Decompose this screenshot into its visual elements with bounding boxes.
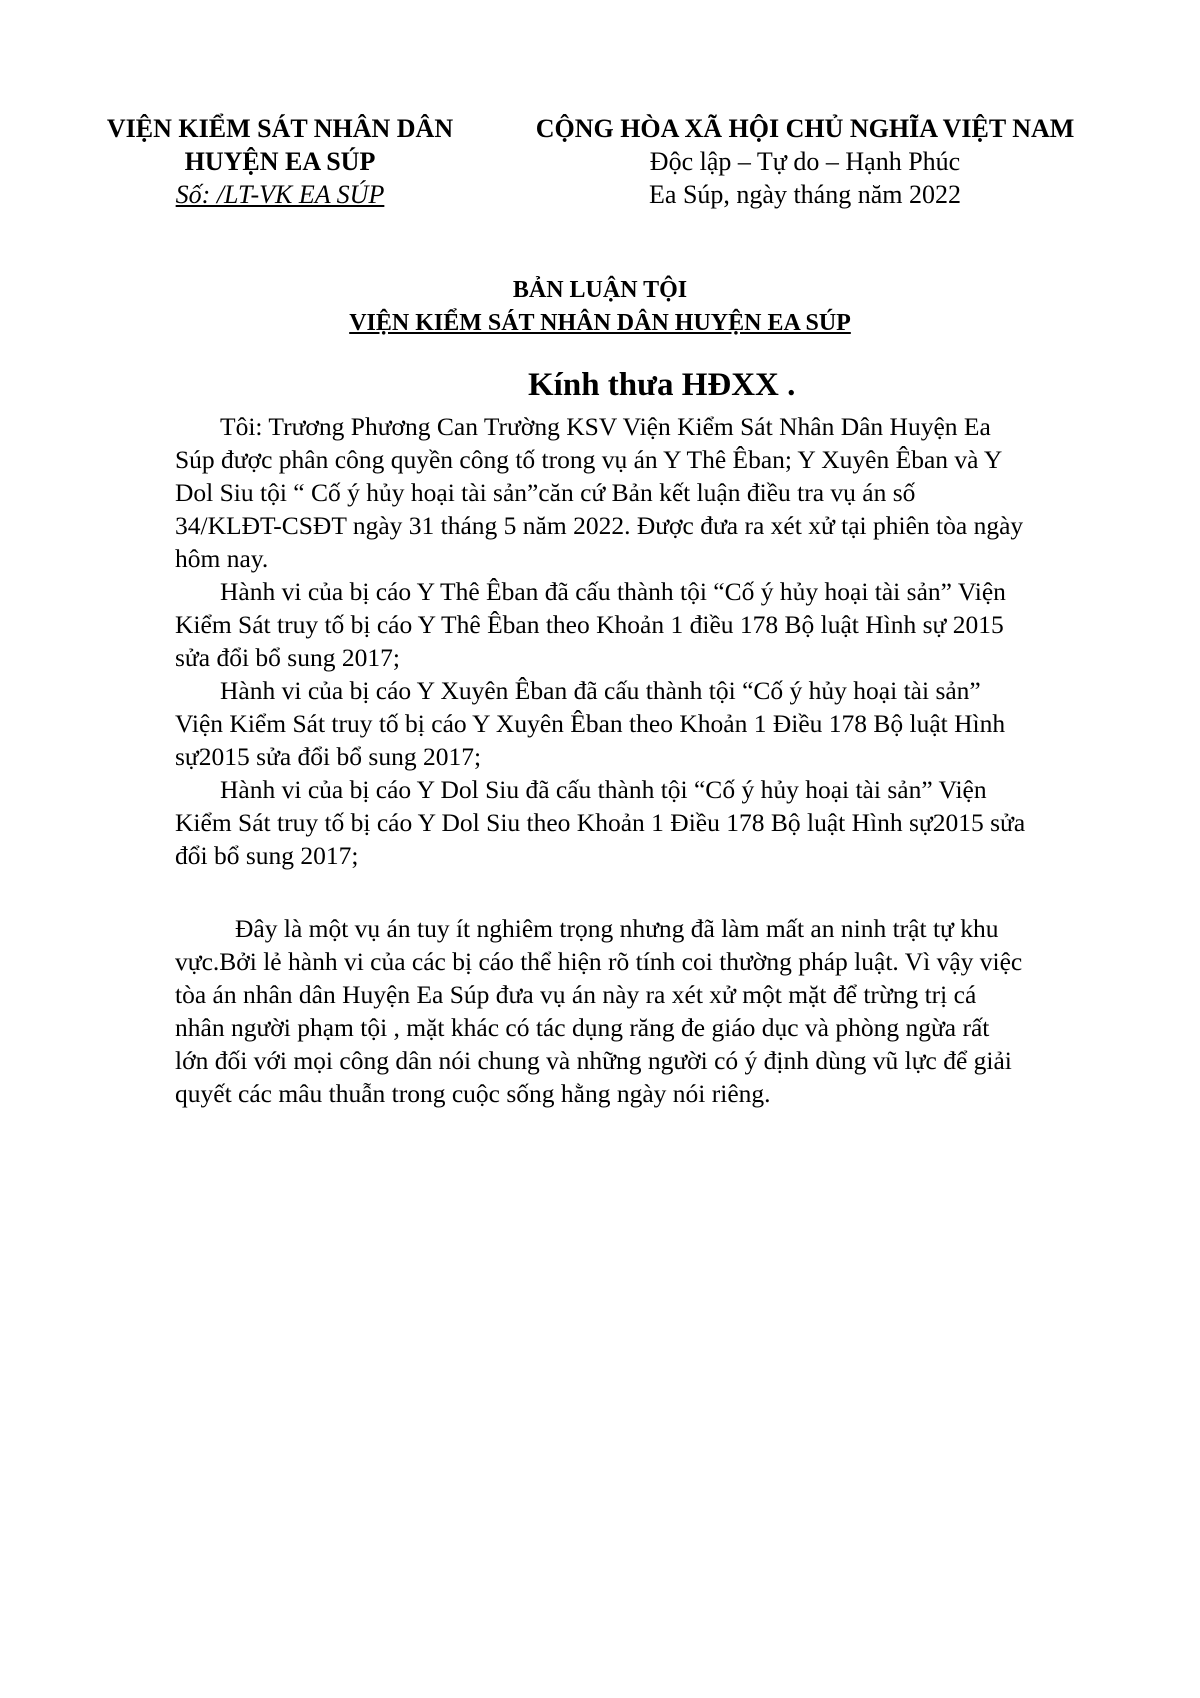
paragraph-line: Kiểm Sát truy tố bị cáo Y Thê Êban theo Khoản 1 điều 178 Bộ luật Hình sự 2015 (175, 610, 1004, 639)
paragraph-2 (175, 575, 1115, 674)
paragraph-line: nhân người phạm tội , mặt khác có tác dụng răng đe giáo dục và phòng ngừa rất (175, 1013, 990, 1042)
paragraph-line: vực.Bởi lẻ hành vi của các bị cáo thể hiện rõ tính coi thường pháp luật. Vì vậy việc (175, 947, 1023, 976)
paragraph-line: Hành vi của bị cáo Y Thê Êban đã cấu thành tội “Cố ý hủy hoại tài sản” Viện (220, 577, 1006, 606)
paragraph-line: Kiểm Sát truy tố bị cáo Y Dol Siu theo Khoản 1 Điều 178 Bộ luật Hình sự2015 sửa (175, 808, 1026, 837)
paragraph-line: Tôi: Trương Phương Can Trường KSV Viện Kiểm Sát Nhân Dân Huyện Ea (220, 412, 991, 441)
paragraph-line: Dol Siu tội “ Cố ý hủy hoại tài sản”căn cứ Bản kết luận điều tra vụ án số (175, 478, 916, 507)
paragraph-line: 34/KLĐT-CSĐT ngày 31 tháng 5 năm 2022. Được đưa ra xét xử tại phiên tòa ngày (175, 511, 1024, 540)
issuing-agency-header (80, 112, 480, 211)
paragraph-line: Hành vi của bị cáo Y Dol Siu đã cấu thành tội “Cố ý hủy hoại tài sản” Viện (220, 775, 987, 804)
agency-name: VIỆN KIỂM SÁT NHÂN DÂN (106, 114, 454, 143)
paragraph-line: sửa đổi bổ sung 2017; (175, 643, 400, 672)
document-title (0, 274, 1200, 340)
paragraph-5 (175, 912, 1115, 1110)
paragraph-line: đổi bổ sung 2017; (175, 841, 359, 870)
national-header (500, 112, 1110, 211)
paragraph-1 (175, 410, 1115, 575)
paragraph-line: sự2015 sửa đổi bổ sung 2017; (175, 742, 482, 771)
greeting: Kính thưa HĐXX . (528, 367, 796, 403)
agency-district: HUYỆN EA SÚP (184, 147, 376, 176)
paragraph-3 (175, 674, 1115, 773)
paragraph-line: tòa án nhân dân Huyện Ea Súp đưa vụ án này ra xét xử một mặt để trừng trị cá (175, 980, 977, 1009)
document-body (175, 410, 1115, 1110)
paragraph-spacer (175, 872, 1115, 912)
paragraph-line: Hành vi của bị cáo Y Xuyên Êban đã cấu thành tội “Cố ý hủy hoại tài sản” (220, 676, 981, 705)
national-motto: Độc lập – Tự do – Hạnh Phúc (649, 147, 961, 176)
place-and-date: Ea Súp, ngày tháng năm 2022 (649, 180, 961, 209)
document-number: Số: /LT-VK EA SÚP (175, 180, 385, 209)
paragraph-line: lớn đối với mọi công dân nói chung và những người có ý định dùng vũ lực để giải (175, 1046, 1012, 1075)
paragraph-line: Viện Kiểm Sát truy tố bị cáo Y Xuyên Êban theo Khoản 1 Điều 178 Bộ luật Hình (175, 709, 1006, 738)
paragraph-line: Đây là một vụ án tuy ít nghiêm trọng nhưng đã làm mất an ninh trật tự khu (235, 914, 999, 943)
title-line-2: VIỆN KIỂM SÁT NHÂN DÂN HUYỆN EA SÚP (349, 310, 851, 336)
paragraph-line: Súp được phân công quyền công tố trong vụ án Y Thê Êban; Y Xuyên Êban và Y (175, 445, 1003, 474)
paragraph-line: quyết các mâu thuẫn trong cuộc sống hằng ngày nói riêng. (175, 1079, 771, 1108)
title-line-1: BẢN LUẬN TỘI (512, 277, 688, 303)
paragraph-line: hôm nay. (175, 544, 269, 573)
paragraph-4 (175, 773, 1115, 872)
national-title: CỘNG HÒA XÃ HỘI CHỦ NGHĨA VIỆT NAM (535, 114, 1075, 143)
